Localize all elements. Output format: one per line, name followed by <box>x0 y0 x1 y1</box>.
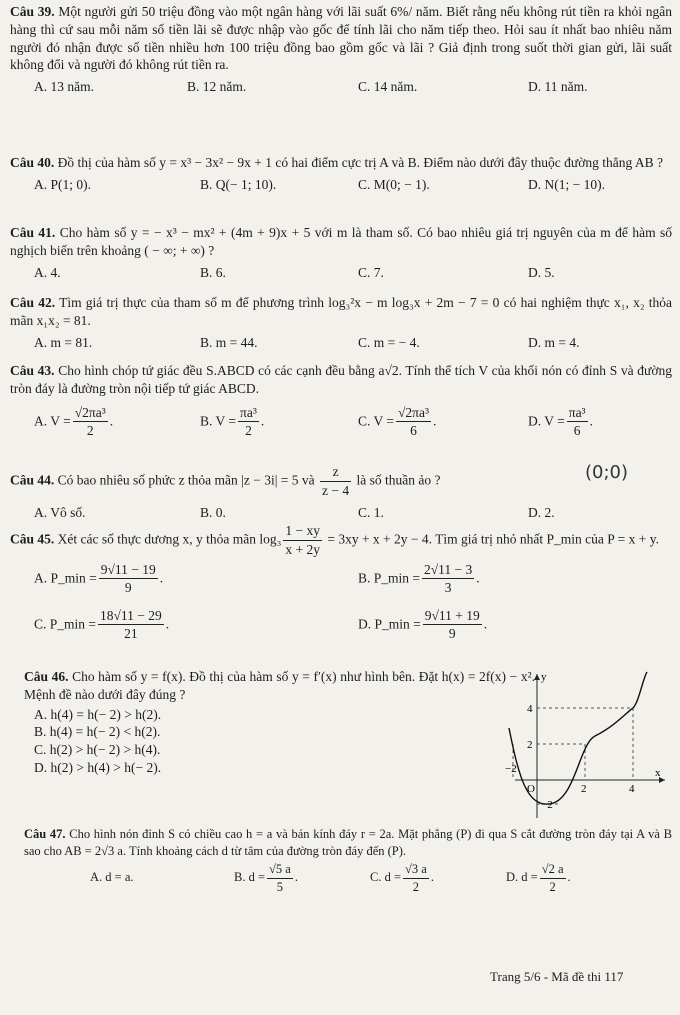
option-d[interactable]: D. d = $\frac{√2 a}{2}$ . <box>506 862 571 894</box>
option-b[interactable]: B. h(4) = h(− 2) < h(2). <box>34 724 161 740</box>
option-c[interactable]: C. 1. <box>358 504 384 520</box>
option-c[interactable]: C. h(2) > h(− 2) > h(4). <box>34 742 161 758</box>
fraction: $\frac{\text{√2πa³}}{2}$ <box>74 404 106 439</box>
question-label: Câu 47. <box>24 827 66 841</box>
option-b[interactable]: B. m = 44. <box>200 334 258 350</box>
option-c[interactable]: C. 14 năm. <box>358 79 418 95</box>
question-label: Câu 43. <box>10 363 55 378</box>
options <box>10 264 672 284</box>
derivative-graph <box>505 668 675 820</box>
question-text: Một người gửi 50 triệu đồng vào một ngân hàng với lãi suất 6%/ năm. Biết rằng nếu không rút tiền ra khỏi ngân hàng thì cứ sau mỗi năm số tiền lãi sẽ được nhập vào gốc để tính lãi cho năm tiếp theo. Hỏi sau ít nhất bao nhiêu năm người đó nhận được số tiền nhiều hơn 100 triệu đồng bao gồm gốc và lãi ? Giả định trong suốt thời gian gửi, lãi suất không đổi và người đó không rút tiền ra. <box>10 4 672 73</box>
option-d[interactable]: D. 2. <box>528 504 555 520</box>
options <box>10 607 672 651</box>
option-d[interactable]: D. N(1; − 10). <box>528 176 605 192</box>
x-tick-minus-2: −2 <box>505 763 517 775</box>
option-a[interactable]: A. h(4) = h(− 2) > h(2). <box>34 706 162 722</box>
question-47 <box>10 826 672 901</box>
option-d[interactable]: D. V = $\frac{\text{πa³}}{6}$ . <box>528 404 593 439</box>
x-axis-label: x <box>655 767 661 779</box>
fraction: $\frac{9√11 - 19}{9}$ <box>100 561 156 596</box>
fraction: $\frac{18√11 - 29}{21}$ <box>100 607 162 642</box>
question-label: Câu 45. <box>10 531 55 547</box>
options <box>10 561 672 605</box>
option-a[interactable]: A. P(1; 0). <box>34 176 91 192</box>
fraction: $\frac{1 - xy}{x + 2y}$ <box>285 523 320 557</box>
fraction: $\frac{√3 a}{2}$ <box>405 862 427 894</box>
y-tick-4: 4 <box>527 703 533 715</box>
option-d[interactable]: D. P_min = $\frac{9√11 + 19}{9}$ . <box>358 607 488 642</box>
question-44: Câu 44. Có bao nhiêu số phức z thỏa mãn |z − 3i| = 5 và $\frac{z}{z - 4}$ là số thuần ảo ? (0;0) A. Vô số. B. 0. C. 1. D. 2. <box>10 463 672 524</box>
question-label: Câu 39. <box>10 4 55 19</box>
option-a[interactable]: A. P_min = $\frac{9√11 - 19}{9}$ . <box>34 561 164 596</box>
y-tick-minus-2: −2 <box>541 799 553 811</box>
option-a[interactable]: A. Vô số. <box>34 504 86 520</box>
option-a[interactable]: A. 4. <box>34 264 61 280</box>
question-text: Cho hàm số y = f(x). Đồ thị của hàm số y = f′(x) như hình bên. Đặt h(x) = 2f(x) − x². Mệnh đề nào dưới đây đúng ? <box>24 669 535 702</box>
option-d[interactable]: D. m = 4. <box>528 334 580 350</box>
options <box>10 504 672 524</box>
question-text: Xét các số thực dương x, y thỏa mãn log₃ <box>57 531 282 547</box>
option-b[interactable]: B. 12 năm. <box>187 79 247 95</box>
option-c[interactable]: C. m = − 4. <box>358 334 420 350</box>
question-label: Câu 40. <box>10 155 55 170</box>
y-axis-label: y <box>541 671 547 683</box>
option-b[interactable]: B. P_min = $\frac{2√11 - 3}{3}$ . <box>358 561 480 596</box>
question-39 <box>10 3 672 98</box>
option-b[interactable]: B. Q(− 1; 10). <box>200 176 277 192</box>
option-c[interactable]: C. d = $\frac{√3 a}{2}$ . <box>370 862 434 894</box>
fraction: $\frac{\text{√2πa³}}{6}$ <box>398 404 430 439</box>
question-label: Câu 41. <box>10 225 56 240</box>
option-b[interactable]: B. 0. <box>200 504 226 520</box>
question-label: Câu 42. <box>10 295 56 310</box>
question-text: Có bao nhiêu số phức z thỏa mãn |z − 3i| = 5 và <box>57 472 315 488</box>
origin-label: O <box>527 783 535 795</box>
question-41 <box>10 224 672 284</box>
option-d[interactable]: D. h(2) > h(4) > h(− 2). <box>34 760 162 776</box>
y-arrow <box>534 674 540 680</box>
options <box>34 706 535 777</box>
fraction: $\frac{\text{πa³}}{6}$ <box>568 404 586 439</box>
fraction: $\frac{z}{z - 4}$ <box>322 464 350 498</box>
option-a[interactable]: A. V = $\frac{\text{√2πa³}}{2}$ . <box>34 404 114 439</box>
fraction: $\frac{2√11 - 3}{3}$ <box>424 561 473 596</box>
page-footer: Trang 5/6 - Mã đề thi 117 <box>490 969 624 984</box>
option-d[interactable]: D. 5. <box>528 264 555 280</box>
fraction: $\frac{√5 a}{5}$ <box>269 862 291 894</box>
options <box>10 176 672 196</box>
option-c[interactable]: C. 7. <box>358 264 384 280</box>
question-text: Cho hàm số y = − x³ − mx² + (4m + 9)x + 5 với m là tham số. Có bao nhiêu giá trị nguyên của m để hàm số nghịch biến trên khoảng ( − ∞; + ∞) ? <box>10 225 673 258</box>
question-40 <box>10 154 672 196</box>
question-46 <box>10 668 535 777</box>
option-c[interactable]: C. V = $\frac{\text{√2πa³}}{6}$ . <box>358 404 437 439</box>
options <box>10 861 672 901</box>
y-tick-2: 2 <box>527 739 533 751</box>
option-a[interactable]: A. 13 năm. <box>34 79 94 95</box>
option-a[interactable]: A. m = 81. <box>34 334 93 350</box>
x-tick-4: 4 <box>629 783 635 795</box>
question-text: Đồ thị của hàm số y = x³ − 3x² − 9x + 1 có hai điểm cực trị A và B. Điểm nào dưới đây thuộc đường thẳng AB ? <box>57 155 663 170</box>
options <box>10 78 672 98</box>
option-d[interactable]: D. 11 năm. <box>528 79 588 95</box>
question-42 <box>10 294 672 354</box>
question-text: Tìm giá trị thực của tham số m để phương trình log₃²x − m log₃x + 2m − 7 = 0 có hai nghiệm thực x₁, x₂ thỏa mãn x₁x₂ = 81. <box>10 295 672 328</box>
question-label: Câu 46. <box>24 669 69 684</box>
fraction: $\frac{9√11 + 19}{9}$ <box>424 607 480 642</box>
fraction: $\frac{\text{πa³}}{2}$ <box>240 404 257 439</box>
option-b[interactable]: B. d = $\frac{√5 a}{5}$ . <box>234 862 298 894</box>
fraction: $\frac{√2 a}{2}$ <box>541 862 564 894</box>
options <box>10 334 672 354</box>
option-b[interactable]: B. V = $\frac{\text{πa³}}{2}$ . <box>200 404 265 439</box>
question-label: Câu 44. <box>10 472 55 488</box>
x-tick-2: 2 <box>581 783 587 795</box>
option-b[interactable]: B. 6. <box>200 264 226 280</box>
question-text: Cho hình nón đỉnh S có chiều cao h = a và bán kính đáy r = 2a. Mặt phẳng (P) đi qua S cắt đường tròn đáy tại A và B sao cho AB = 2√3 a. Tính khoảng cách d từ tâm của đường tròn đáy đến (P). <box>24 827 673 858</box>
option-a[interactable]: A. d = a. <box>90 870 134 884</box>
option-c[interactable]: C. P_min = $\frac{18√11 - 29}{21}$ . <box>34 607 170 642</box>
option-c[interactable]: C. M(0; − 1). <box>358 176 430 192</box>
question-45: Câu 45. Xét các số thực dương x, y thỏa mãn log₃ $\frac{1 - xy}{x + 2y}$ = 3xy + x + 2y − 4. Tìm giá trị nhỏ nhất P_min của P = x + y. A. P_min = $\frac{9√11 - 19}{9}$ . B. P_min = $\frac{2√11 - 3}{3}$ . C. P_min = $\frac{18√11 - 29}{21}$ . D. P_min = $\frac{9√11 + 19}{9}$ . <box>10 522 672 651</box>
handwritten-note: (0;0) <box>585 462 629 483</box>
options <box>10 400 672 444</box>
question-text: Cho hình chóp tứ giác đều S.ABCD có các cạnh đều bằng a√2. Tính thể tích V của khối nón có đỉnh S và đường tròn đáy là đường tròn nội tiếp tứ giác ABCD. <box>10 363 673 396</box>
question-43 <box>10 362 672 444</box>
